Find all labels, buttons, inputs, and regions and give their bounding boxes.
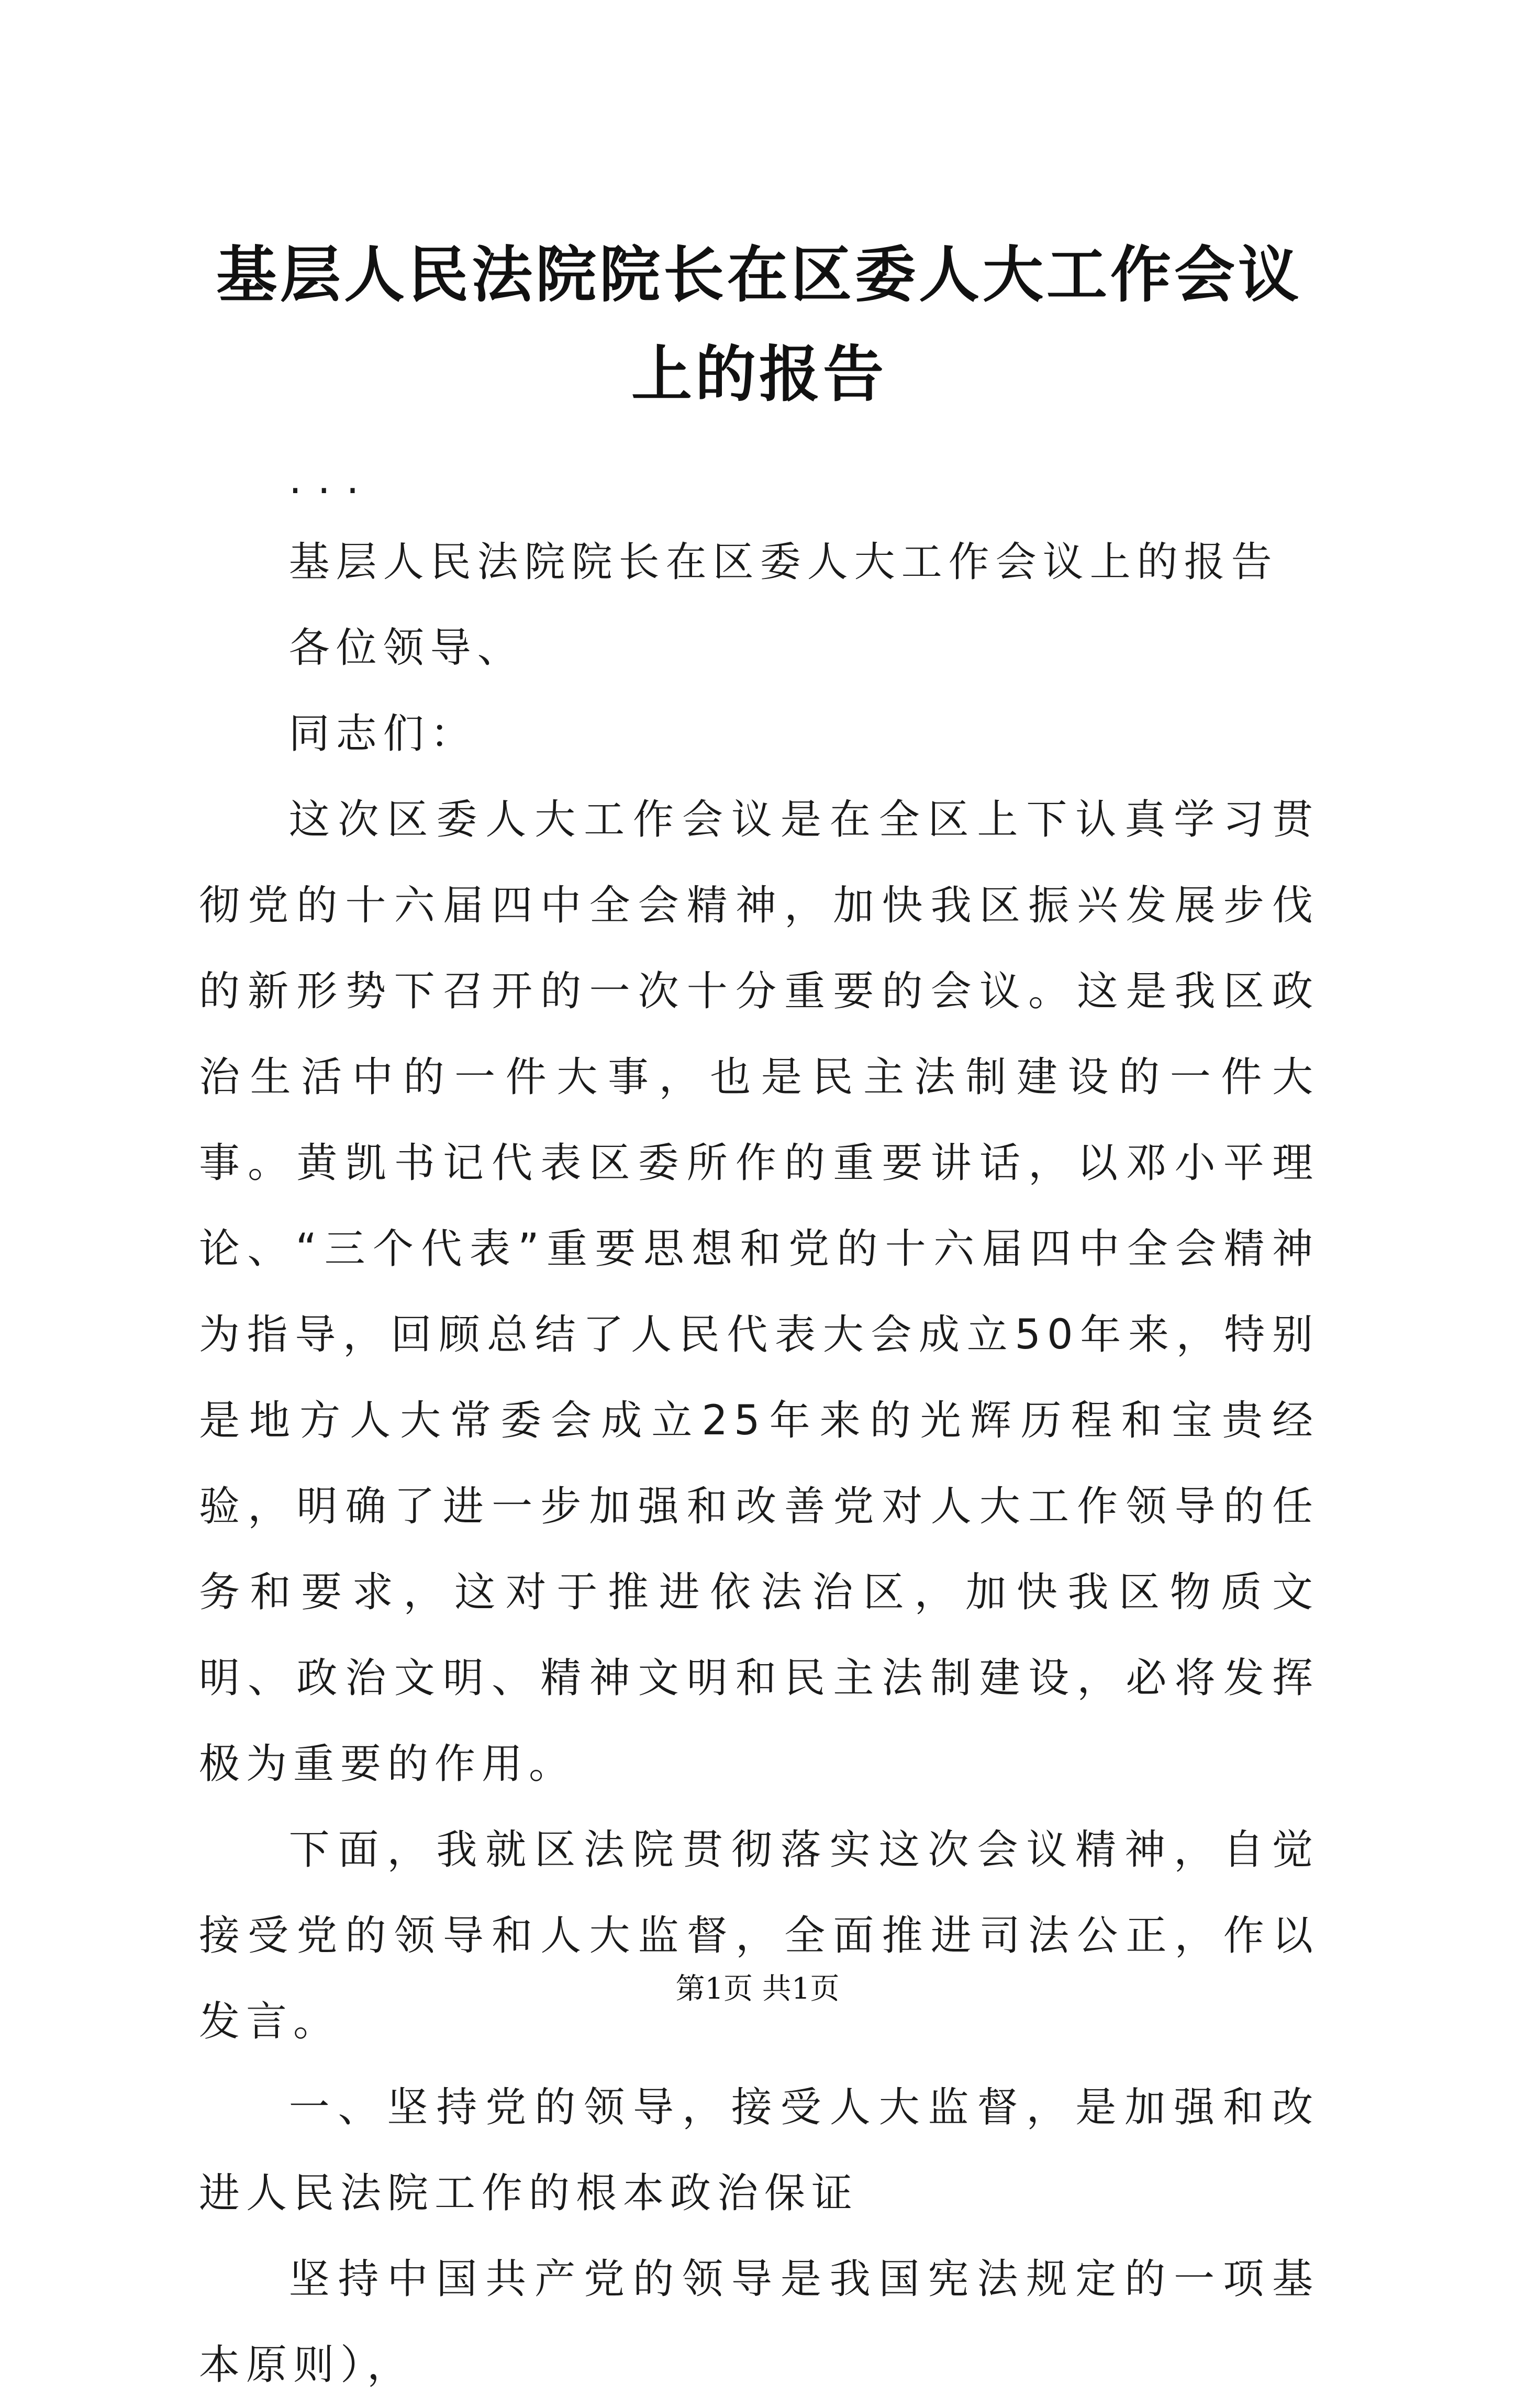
ellipsis-line: ...	[288, 456, 375, 503]
salutation-leaders: 各位领导、	[288, 625, 525, 672]
body-heading: 基层人民法院院长在区委人大工作会议上的报告	[288, 539, 1278, 586]
document-body	[199, 455, 1319, 2408]
section-heading-one: 一、坚持党的领导，接受人大监督，是加强和改进人民法院工作的根本政治保证	[199, 2084, 1319, 2217]
document-title: 基层人民法院院长在区委人大工作会议上的报告	[216, 239, 1302, 410]
paragraph-principle: 坚持中国共产党的领导是我国宪法规定的一项基本原则），	[199, 2256, 1319, 2389]
paragraph-intro: 这次区委人大工作会议是在全区上下认真学习贯彻党的十六届四中全会精神，加快我区振兴发展步伐的新形势下召开的一次十分重要的会议。这是我区政治生活中的一件大事，也是民主法制建设的一件大事。黄凯书记代表区委所作的重要讲话，以邓小平理论、“三个代表”重要思想和党的十六届四中全会精神为指导，回顾总结了人民代表大会成立50年来，特别是地方人大常委会成立25年来的光辉历程和宝贵经验，明确了进一步加强和改善党对人大工作领导的任务和要求，这对于推进依法治区，加快我区物质文明、政治文明、精神文明和民主法制建设，必将发挥极为重要的作用。	[199, 796, 1319, 1788]
paragraph-purpose: 下面，我就区法院贯彻落实这次会议精神，自觉接受党的领导和人大监督，全面推进司法公正，作以发言。	[199, 1826, 1319, 2045]
page-number: 第1页 共1页	[675, 1972, 840, 2006]
salutation-comrades: 同志们：	[288, 710, 477, 757]
